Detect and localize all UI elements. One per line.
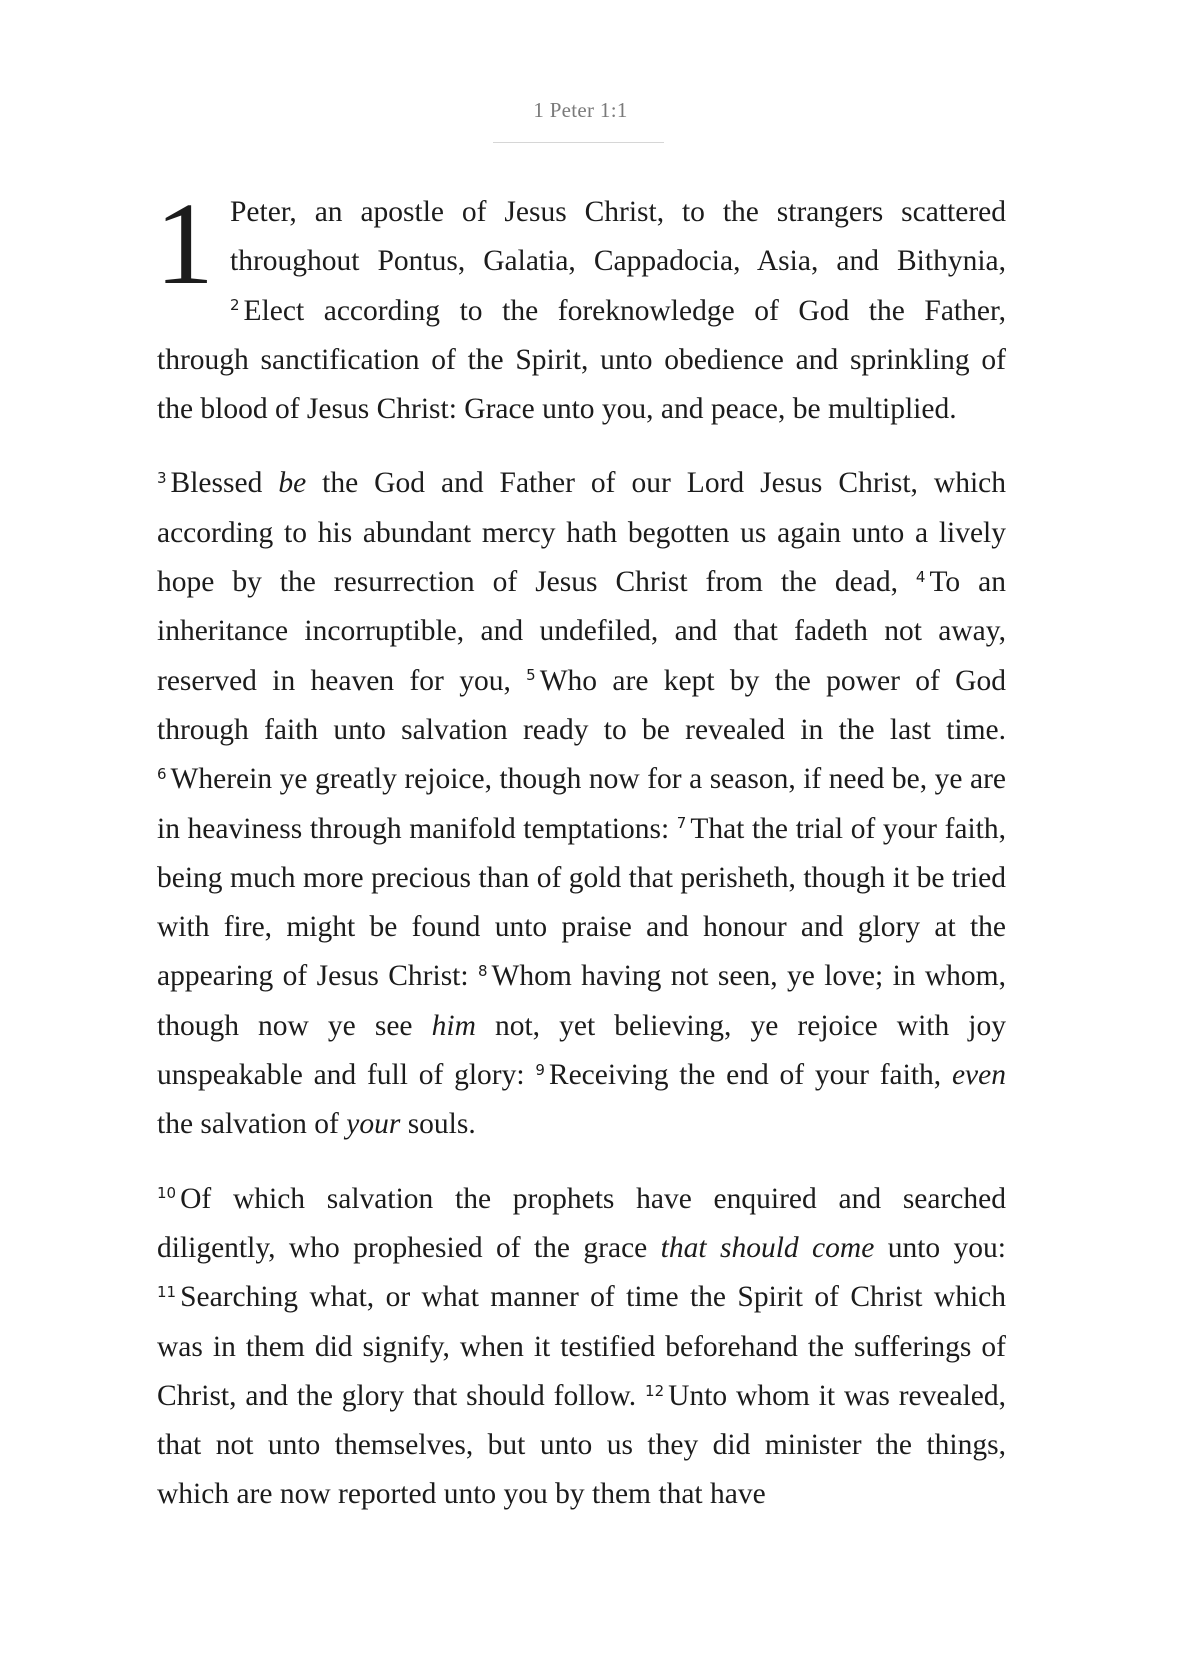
verse-number: 3 (157, 469, 167, 488)
verse-text: Whom having not seen, ye love; in whom, though now ye see (157, 960, 1006, 1042)
running-title: 1 Peter 1:1 (533, 98, 628, 122)
verse-text: not, yet believing, ye rejoice with joy unspeakable and full of glory: (157, 1009, 1006, 1092)
verse-number: 5 (526, 666, 536, 685)
verse-number: 9 (535, 1060, 545, 1079)
verse (230, 196, 1006, 277)
verse-number: 6 (157, 764, 167, 783)
verse (157, 295, 1006, 426)
verse-text: souls. (400, 1108, 476, 1141)
verse-text: Wherein ye greatly rejoice, though now for a season, if need be, ye are in heaviness through manifold temptations: (157, 763, 1006, 845)
verse-number: 10 (157, 1184, 177, 1203)
verse-number: 12 (645, 1381, 665, 1400)
italic-text: even (951, 1059, 1006, 1092)
paragraph (157, 1175, 1006, 1520)
verse-number: 4 (915, 567, 926, 586)
header-divider (493, 142, 664, 143)
verse-number: 2 (230, 296, 240, 315)
verse-text: Receiving the end of your faith, (548, 1059, 952, 1092)
verse-number: 8 (477, 962, 488, 981)
verse-text: Blessed (170, 467, 279, 500)
verse-text: the God and Father of our Lord Jesus Christ, which according to his abundant mercy hath begotten us again unto a lively hope by the resurrection of Jesus Christ from the dead, (157, 467, 1006, 599)
paragraph (155, 178, 1006, 434)
verse-text: Of which salvation the prophets have enquired and searched diligently, who prophesied of the grace (157, 1182, 1006, 1264)
verse-text: unto you: (874, 1231, 1006, 1264)
verse (157, 1183, 1006, 1264)
verse (157, 467, 1006, 598)
italic-text: that should come (660, 1231, 875, 1264)
chapter-number-dropcap: 1 (155, 178, 214, 309)
italic-text: be (278, 467, 307, 500)
verse-text: Elect according to the foreknowledge of God the Father, through sanctification of the Spirit, unto obedience and sprinkling of the blood of Jesus Christ: Grace unto you, and peace, be multiplied. (157, 294, 1006, 426)
verse-text: Peter, an apostle of Jesus Christ, to the strangers scattered throughout Pontus, Galatia, Cappadocia, Asia, and Bithynia, (230, 196, 1006, 278)
verse-text: That the trial of your faith, being much more precious than of gold that perisheth, though it be tried with fire, might be found unto praise and honour and glory at the appearing of Jesus Christ: (157, 812, 1006, 993)
verse-number: 11 (157, 1282, 177, 1301)
verse-text: Unto whom it was revealed, that not unto themselves, but unto us they did minister the things, which are now reported unto you by them that have (157, 1379, 1006, 1511)
paragraph (157, 459, 1006, 1149)
verse-text: Searching what, or what manner of time the Spirit of Christ which was in them did signify, when it testified beforehand the sufferings of Christ, and the glory that should follow. (157, 1281, 1006, 1412)
italic-text: him (431, 1009, 476, 1042)
verse-text: the salvation of (157, 1108, 347, 1141)
verse-text: To an inheritance incorruptible, and undefiled, and that fadeth not away, reserved in heaven for you, (157, 566, 1006, 697)
italic-text: your (346, 1108, 401, 1141)
verse-number: 7 (676, 814, 687, 833)
chapter-text (155, 178, 1006, 1545)
verse-text: Who are kept by the power of God through faith unto salvation ready to be revealed in the last time. (157, 664, 1006, 746)
